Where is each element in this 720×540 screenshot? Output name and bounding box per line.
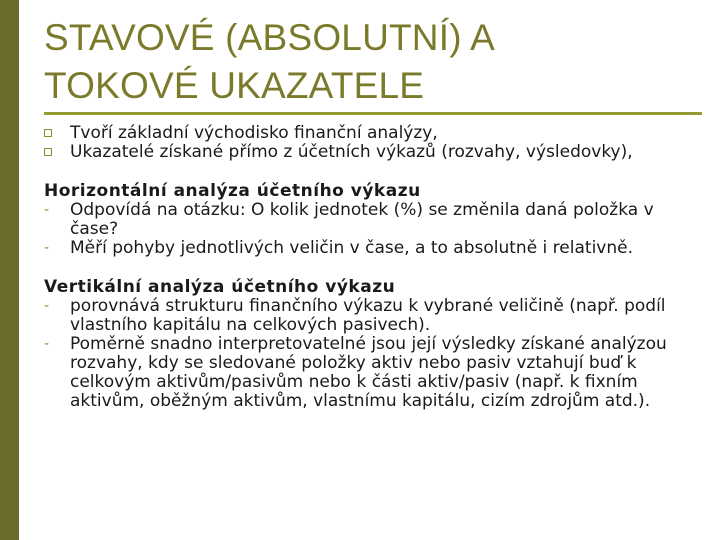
dash-item [44, 201, 704, 239]
dash-marker-icon: - [44, 336, 50, 352]
square-bullet-icon [44, 148, 52, 156]
dash-item [44, 239, 704, 258]
bullet-list [44, 124, 704, 162]
title-divider [44, 112, 702, 115]
square-bullet-icon [44, 129, 52, 137]
dash-item [44, 297, 704, 335]
bullet-item [44, 143, 704, 162]
dash-list [44, 297, 704, 411]
section-vertical-analysis [44, 278, 704, 411]
slide-title-line-2: TOKOVÉ UKAZATELE [44, 65, 425, 106]
dash-marker-icon: - [44, 202, 50, 218]
section-horizontal-analysis [44, 182, 704, 258]
dash-item-text: porovnává strukturu finančního výkazu k vybrané veličině (např. podíl vlastního kapitálu na celkových pasivech). [70, 296, 666, 335]
dash-marker-icon: - [44, 298, 50, 314]
slide-body [44, 124, 704, 411]
dash-item-text: Poměrně snadno interpretovatelné jsou její výsledky získané analýzou rozvahy, kdy se sledované položky aktiv nebo pasiv vztahují buď k celkovým aktivům/pasivům nebo k části aktiv/pasiv (např. k fixním aktivům, oběžným aktivům, vlastnímu kapitálu, cizím zdrojům atd.). [70, 334, 667, 411]
slide-title [44, 14, 704, 110]
dash-list [44, 201, 704, 258]
dash-item-text: Odpovídá na otázku: O kolik jednotek (%) se změnila daná položka v čase? [70, 200, 654, 239]
dash-item [44, 335, 704, 411]
dash-item-text: Měří pohyby jednotlivých veličin v čase, a to absolutně i relativně. [70, 238, 633, 258]
section-heading: Vertikální analýza účetního výkazu [44, 277, 396, 297]
slide-sidebar-bar [0, 0, 19, 540]
section-heading: Horizontální analýza účetního výkazu [44, 181, 421, 201]
slide-title-line-1: STAVOVÉ (ABSOLUTNÍ) A [44, 17, 496, 58]
bullet-text: Tvoří základní východisko finanční analýzy, [70, 123, 438, 143]
dash-marker-icon: - [44, 240, 50, 256]
bullet-text: Ukazatelé získané přímo z účetních výkazů (rozvahy, výsledovky), [70, 142, 633, 162]
bullet-item [44, 124, 704, 143]
